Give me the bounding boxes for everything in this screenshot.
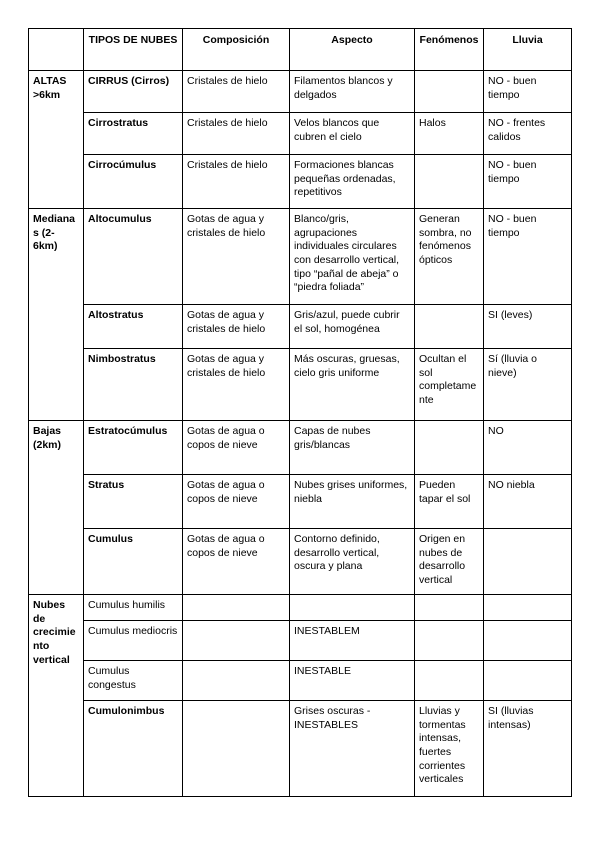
cell-lluvia [484,529,572,595]
cell-composicion: Gotas de agua o copos de nieve [183,529,290,595]
cell-lluvia [484,661,572,701]
cell-aspecto: INESTABLEM [290,621,415,661]
cell-tipo: Cirrocúmulus [84,155,183,209]
table-row [29,529,572,595]
cell-lluvia: Sí (lluvia o nieve) [484,349,572,421]
cell-lluvia [484,595,572,621]
cell-fenomenos: Pueden tapar el sol [415,475,484,529]
cell-composicion: Gotas de agua o copos de nieve [183,421,290,475]
cell-aspecto: Blanco/gris, agrupaciones individuales circulares con desarrollo vertical, tipo “pañal de abeja” o “piedra foliada” [290,209,415,305]
cell-fenomenos [415,305,484,349]
header-fenomenos: Fenómenos [415,29,484,71]
cell-fenomenos: Generan sombra, no fenómenos ópticos [415,209,484,305]
cell-aspecto: Formaciones blancas pequeñas ordenadas, repetitivos [290,155,415,209]
header-composicion: Composición [183,29,290,71]
table-row [29,305,572,349]
cell-tipo: Cumulus mediocris [84,621,183,661]
group-label-altas: ALTAS >6km [29,71,84,209]
cell-aspecto: INESTABLE [290,661,415,701]
cell-fenomenos [415,621,484,661]
cell-lluvia [484,621,572,661]
cell-fenomenos [415,421,484,475]
cell-aspecto: Velos blancos que cubren el cielo [290,113,415,155]
group-label-medianas: Medianas (2-6km) [29,209,84,421]
cell-lluvia: NO - buen tiempo [484,71,572,113]
cell-composicion: Cristales de hielo [183,113,290,155]
cell-composicion: Gotas de agua y cristales de hielo [183,349,290,421]
table-row [29,621,572,661]
cell-fenomenos: Halos [415,113,484,155]
group-label-vertical: Nubes de crecimiento vertical [29,595,84,797]
header-tipos: TIPOS DE NUBES [84,29,183,71]
header-lluvia: Lluvia [484,29,572,71]
header-row [29,29,572,71]
cell-tipo: Cumulonimbus [84,701,183,797]
cell-composicion [183,621,290,661]
cell-fenomenos [415,661,484,701]
cell-fenomenos [415,71,484,113]
header-aspecto: Aspecto [290,29,415,71]
cell-aspecto: Capas de nubes gris/blancas [290,421,415,475]
cell-composicion: Gotas de agua y cristales de hielo [183,305,290,349]
cell-lluvia: NO - frentes calidos [484,113,572,155]
cell-fenomenos: Ocultan el sol completamente [415,349,484,421]
table-row [29,71,572,113]
cell-aspecto: Más oscuras, gruesas, cielo gris uniforme [290,349,415,421]
cell-composicion [183,595,290,621]
cell-composicion: Gotas de agua o copos de nieve [183,475,290,529]
cell-composicion: Cristales de hielo [183,155,290,209]
cloud-types-table [28,28,572,797]
cell-tipo: Altostratus [84,305,183,349]
cell-aspecto: Contorno definido, desarrollo vertical, oscura y plana [290,529,415,595]
cell-fenomenos: Origen en nubes de desarrollo vertical [415,529,484,595]
table-row [29,661,572,701]
table-row [29,421,572,475]
cell-composicion: Cristales de hielo [183,71,290,113]
cell-lluvia: SI (leves) [484,305,572,349]
cell-tipo: Altocumulus [84,209,183,305]
cell-lluvia: NO - buen tiempo [484,209,572,305]
cell-lluvia: NO niebla [484,475,572,529]
table-row [29,701,572,797]
cell-composicion: Gotas de agua y cristales de hielo [183,209,290,305]
table-row [29,475,572,529]
cell-tipo: Stratus [84,475,183,529]
group-label-bajas: Bajas (2km) [29,421,84,595]
cell-lluvia: SI (lluvias intensas) [484,701,572,797]
table-row [29,595,572,621]
cell-tipo: Cirrostratus [84,113,183,155]
cell-aspecto [290,595,415,621]
cell-tipo: Nimbostratus [84,349,183,421]
cell-fenomenos [415,155,484,209]
cell-tipo: Cumulus congestus [84,661,183,701]
table-row [29,113,572,155]
cell-aspecto: Nubes grises uniformes, niebla [290,475,415,529]
cell-composicion [183,661,290,701]
header-group [29,29,84,71]
cell-fenomenos: Lluvias y tormentas intensas, fuertes corrientes verticales [415,701,484,797]
cell-tipo: Cumulus [84,529,183,595]
cell-tipo: CIRRUS (Cirros) [84,71,183,113]
table-row [29,349,572,421]
table-row [29,209,572,305]
cell-lluvia: NO [484,421,572,475]
cell-lluvia: NO - buen tiempo [484,155,572,209]
cell-aspecto: Gris/azul, puede cubrir el sol, homogénea [290,305,415,349]
cell-fenomenos [415,595,484,621]
cell-tipo: Cumulus humilis [84,595,183,621]
cell-aspecto: Grises oscuras - INESTABLES [290,701,415,797]
cell-composicion [183,701,290,797]
cell-aspecto: Filamentos blancos y delgados [290,71,415,113]
cell-tipo: Estratocúmulus [84,421,183,475]
table-row [29,155,572,209]
